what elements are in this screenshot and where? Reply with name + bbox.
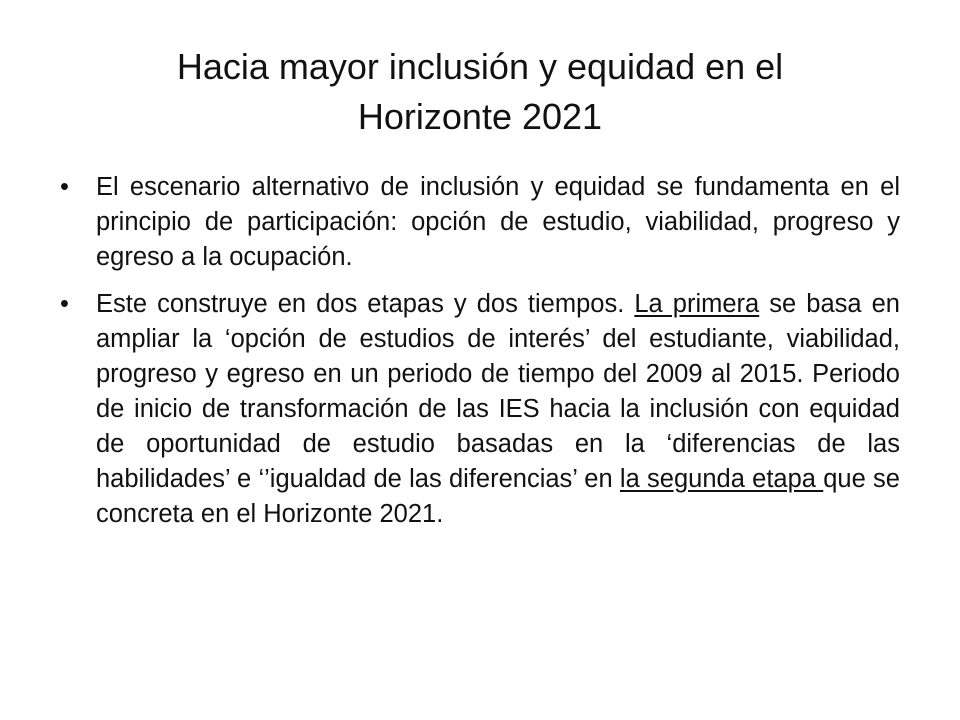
title-line-1: Hacia mayor inclusión y equidad en el xyxy=(176,46,784,87)
title-line-2: Horizonte 2021 xyxy=(357,96,603,137)
slide-title xyxy=(80,42,880,142)
bullet-icon: • xyxy=(60,290,69,318)
bullet-2-underlined-second-stage: la segunda etapa xyxy=(619,465,824,493)
bullet-1-text: El escenario alternativo de inclusión y equidad se fundamenta en el principio de participación: opción de estudio, viabilidad, progreso y egreso a la ocupación. xyxy=(96,173,900,271)
bullet-2-text-part-2: se basa en ampliar la ‘opción de estudios de interés’ del estudiante, viabilidad, progreso y egreso en un periodo de tiempo del 2009 al 2015. Periodo de inicio de transformación de las IES hacia la inclusión con equidad de oportunidad de estudio basadas en la ‘diferencias de las habilidades’ e ‘’igualdad de las diferencias’ en xyxy=(96,290,900,493)
bullet-item-2 xyxy=(60,287,900,532)
bullet-2-text-part-3: que se concreta en el Horizonte 2021. xyxy=(96,465,900,528)
bullet-icon: • xyxy=(60,173,69,201)
bullet-list xyxy=(60,170,900,544)
bullet-item-1 xyxy=(60,170,900,275)
bullet-2-text-part-1: Este construye en dos etapas y dos tiempos. xyxy=(96,290,635,318)
bullet-2-underlined-first-stage: La primera xyxy=(634,290,760,318)
